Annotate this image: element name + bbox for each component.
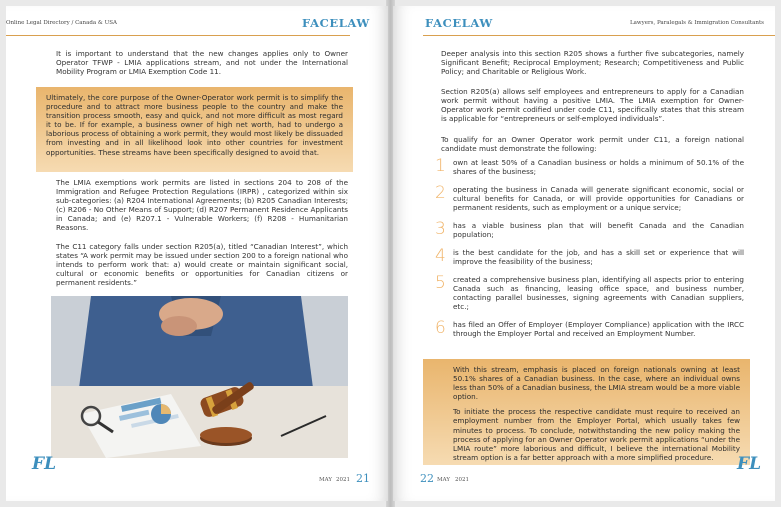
- criteria-item: [435, 156, 744, 177]
- right-paragraph-1: Deeper analysis into this section R205 shows a further five subcategories, namely Significant Benefit; Reciprocal Employment; Research; Competitiveness and Public Policy; and Charitable or Religious Work.: [441, 49, 744, 77]
- left-paragraph-3: The C11 category falls under section R205(a), titled “Canadian Interest”, which states “A work permit may be issued under section 200 to a foreign national who intends to perform work that: a) would create or maintain significant social, cultural or economic benefits or opportunities for Canadian citizens or permanent residents.”: [56, 242, 348, 288]
- criteria-item: [435, 219, 744, 240]
- left-corner-fl-mark: FL: [32, 454, 57, 474]
- criteria-number: 1: [435, 156, 446, 176]
- left-footer-month: MAY: [319, 477, 333, 483]
- criteria-text: has a viable business plan that will benefit Canada and the Canadian population;: [453, 221, 744, 240]
- criteria-item: [435, 273, 744, 312]
- left-page-number: 21: [356, 472, 370, 485]
- criteria-item: [435, 246, 744, 267]
- right-page: [393, 6, 775, 501]
- criteria-number: 4: [435, 246, 446, 266]
- criteria-number: 5: [435, 273, 446, 293]
- left-callout-box: [36, 87, 353, 172]
- left-callout-text: Ultimately, the core purpose of the Owner-Operator work permit is to simplify the procedure and to attract more business people to the country and make the transition process smooth, easy and quick, and not more difficult as most regard it to be. If for example, a business owner of high net worth, had to undergo a laborious process of obtaining a work permit, they would most likely be dissuaded from investing and in all likelihood look into other countries for investment opportunities. These streams have been specifically designed to avoid that.: [46, 93, 343, 157]
- right-footer-month: MAY: [437, 477, 451, 483]
- left-brand-logo: FACELAW: [302, 16, 370, 30]
- criteria-list: [435, 156, 744, 339]
- right-footer-year: 2021: [455, 477, 469, 483]
- photo-illustration: [51, 296, 348, 458]
- left-header-caption: Online Legal Directory / Canada & USA: [6, 20, 117, 26]
- right-callout-text-1: With this stream, emphasis is placed on foreign nationals owning at least 50.1% shares of a Canadian business. In the case, where an individual owns less than 50% of a Canadian business, the LMIA stream would be a more viable option.: [453, 365, 740, 402]
- left-paragraph-1: It is important to understand that the new changes applies only to Owner Operator TFWP - LMIA applications stream, and not under the International Mobility Program or LMIA Exemption Code 11.: [56, 49, 348, 77]
- right-callout-text-2: To initiate the process the respective candidate must require to received an employment number from the Employer Portal, which usually takes few minutes to process. To conclude, notwithstanding the new policy making the process of applying for an Owner Operator work permit applications “under the LMIA route” more laborious and difficult, I believe the international Mobility stream option is a far better approach with a more simplified procedure.: [453, 407, 740, 462]
- left-footer-year: 2021: [336, 477, 350, 483]
- right-header-caption: Lawyers, Paralegals & Immigration Consultants: [630, 20, 764, 26]
- right-paragraph-3: To qualify for an Owner Operator work permit under C11, a foreign national candidate must demonstrate the following:: [441, 135, 744, 154]
- criteria-item: [435, 318, 744, 339]
- criteria-text: operating the business in Canada will generate significant economic, social or cultural benefits for Canada, or will provide opportunities for Canadians or permanent residents, such as employment or a unique service;: [453, 185, 744, 213]
- left-paragraph-2: The LMIA exemptions work permits are listed in sections 204 to 208 of the Immigration and Refugee Protection Regulations (IRPR) , categorized within six sub-categories: (a) R204 International Agreements; (b) R205 Canadian Interests; (c) R206 - No Other Means of Support; (d) R207 Permanent Residence Applicants in Canada; and (e) R207.1 - Vulnerable Workers; (f) R208 - Humanitarian Reasons.: [56, 178, 348, 233]
- criteria-text: is the best candidate for the job, and has a skill set or experience that will improve the feasibility of the business;: [453, 248, 744, 267]
- criteria-text: has filed an Offer of Employer (Employer Compliance) application with the IRCC through the Employer Portal and received an Employment Number.: [453, 320, 744, 339]
- criteria-text: created a comprehensive business plan, identifying all aspects prior to entering Canada such as financing, leasing office space, and business number, contacting parallel businesses, signing agreements with Canadian suppliers, etc.;: [453, 275, 744, 312]
- criteria-text: own at least 50% of a Canadian business or holds a minimum of 50.1% of the shares of the business;: [453, 158, 744, 177]
- criteria-number: 2: [435, 183, 446, 203]
- left-page: [6, 6, 388, 501]
- criteria-item: [435, 183, 744, 213]
- photo-gavel-documents: [51, 296, 348, 458]
- right-paragraph-2: Section R205(a) allows self employees and entrepreneurs to apply for a Canadian work permit without having a positive LMIA. The LMIA exemption for Owner-Operator work permit codified under code C11, specifically states that this stream is applicable for “entrepreneurs or self-employed individuals”.: [441, 87, 744, 124]
- right-page-number: 22: [420, 472, 434, 485]
- right-corner-fl-mark: FL: [737, 454, 762, 474]
- right-callout-box: [423, 359, 750, 465]
- criteria-number: 6: [435, 318, 446, 338]
- criteria-number: 3: [435, 219, 446, 239]
- right-brand-logo: FACELAW: [425, 16, 493, 30]
